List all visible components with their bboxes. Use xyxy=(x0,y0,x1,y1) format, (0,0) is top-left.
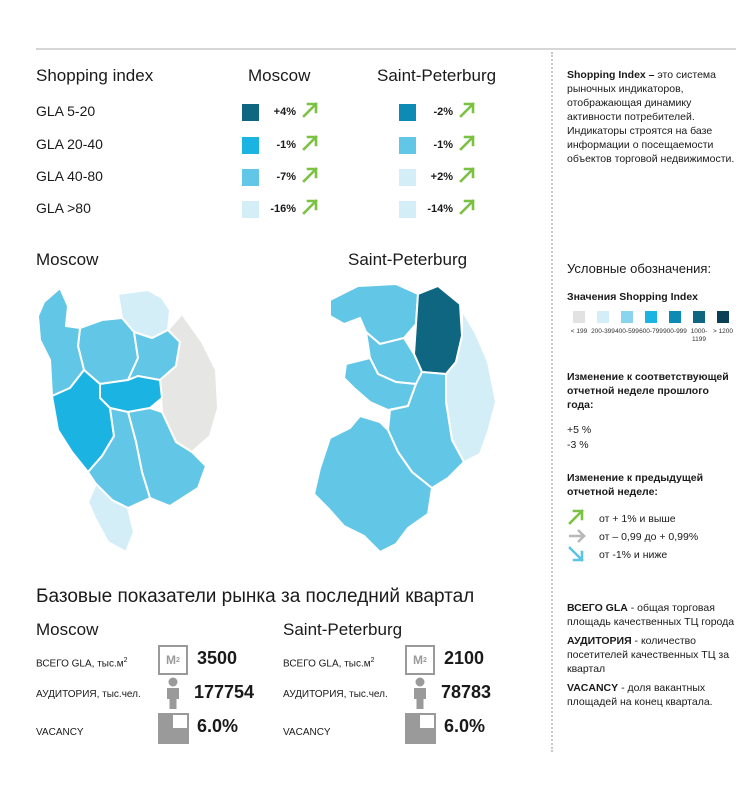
arrow-up-icon xyxy=(301,101,319,124)
spb-vacancy-value: 6.0% xyxy=(444,716,486,736)
moscow-map xyxy=(30,280,230,565)
spb-index-change: -14% xyxy=(427,203,453,215)
wow-item-up: от + 1% и выше xyxy=(599,513,676,525)
moscow-market-title: Moscow xyxy=(36,620,99,639)
moscow-gla-value: 3500 xyxy=(197,648,238,668)
index-row-label: GLA >80 xyxy=(36,200,91,216)
scale-label: 1000-1199 xyxy=(690,328,708,343)
moscow-index-change: +4% xyxy=(273,106,296,118)
area-m2-icon: M 2 xyxy=(158,645,188,675)
yoy-title: Изменение к соответствующей отчетной неделе прошлого года: xyxy=(567,371,729,411)
def-gla: ВСЕГО GLA - общая торговая площадь качественных ТЦ города xyxy=(567,602,735,628)
scale-label: > 1200 xyxy=(712,328,734,335)
column-spb: Saint-Peterburg xyxy=(377,66,497,85)
spb-index-swatch xyxy=(399,201,416,218)
market-section-title: Базовые показатели рынка за последний квартал xyxy=(36,586,475,607)
scale-swatch xyxy=(693,311,705,323)
scale-label: 600-799 xyxy=(639,328,663,335)
moscow-index-swatch xyxy=(242,104,259,121)
moscow-index-swatch xyxy=(242,201,259,218)
yoy-value-minus: -3 % xyxy=(567,439,589,451)
moscow-map-title: Moscow xyxy=(36,250,99,269)
wow-title: Изменение к предыдущей отчетной неделе: xyxy=(567,472,704,498)
person-icon xyxy=(164,677,182,709)
spb-index-swatch xyxy=(399,104,416,121)
shopping-index-title: Shopping index xyxy=(36,66,154,85)
moscow-index-change: -16% xyxy=(270,203,296,215)
spb-vacancy-label: VACANCY xyxy=(283,727,331,738)
spb-index-change: -2% xyxy=(433,106,453,118)
arrow-up-icon xyxy=(458,198,476,221)
arrow-up-icon xyxy=(301,166,319,189)
top-divider xyxy=(36,48,736,50)
arrow-up-icon xyxy=(458,101,476,124)
person-icon xyxy=(411,677,429,709)
index-row-label: GLA 40-80 xyxy=(36,168,103,184)
def-audience: АУДИТОРИЯ - количество посетителей качественных ТЦ за квартал xyxy=(567,635,730,675)
arrow-up-icon xyxy=(458,134,476,157)
wow-item-down: от -1% и ниже xyxy=(599,549,668,561)
arrow-right-icon xyxy=(567,528,587,544)
spb-index-swatch xyxy=(399,169,416,186)
vacancy-icon xyxy=(405,713,436,744)
spb-gla-value: 2100 xyxy=(444,648,485,668)
spb-district-northeast xyxy=(414,286,462,374)
arrow-up-icon xyxy=(301,134,319,157)
scale-label: 400-599 xyxy=(615,328,639,335)
def-vacancy: VACANCY - доля вакантных площадей на конец квартала. xyxy=(567,682,713,708)
spb-index-change: +2% xyxy=(430,171,453,183)
scale-title: Значения Shopping Index xyxy=(567,291,699,303)
spb-audience-label: АУДИТОРИЯ, тыс.чел. xyxy=(283,689,388,700)
spb-index-swatch xyxy=(399,137,416,154)
index-row-label: GLA 20-40 xyxy=(36,136,103,152)
scale-swatch xyxy=(597,311,609,323)
spb-market-title: Saint-Peterburg xyxy=(283,620,403,639)
scale-swatch xyxy=(717,311,729,323)
scale-swatch xyxy=(621,311,633,323)
arrow-up-icon xyxy=(567,508,585,526)
area-m2-icon: M 2 xyxy=(405,645,435,675)
sidebar-divider xyxy=(551,52,553,752)
moscow-gla-label: ВСЕГО GLA, $тыс.м^2$ xyxy=(36,657,128,670)
spb-map xyxy=(300,282,500,572)
scale-swatch xyxy=(573,311,585,323)
spb-map-title: Saint-Peterburg xyxy=(348,250,468,269)
index-row-label: GLA 5-20 xyxy=(36,103,96,119)
moscow-audience-label: АУДИТОРИЯ, тыс.чел. xyxy=(36,689,141,700)
moscow-index-swatch xyxy=(242,137,259,154)
spb-index-change: -1% xyxy=(433,139,453,151)
arrow-up-icon xyxy=(301,198,319,221)
arrow-down-icon xyxy=(567,545,585,563)
spb-audience-value: 78783 xyxy=(441,682,492,702)
moscow-index-change: -7% xyxy=(276,171,296,183)
wow-item-flat: от – 0,99 до + 0,99% xyxy=(599,531,699,543)
legend-title: Условные обозначения: xyxy=(567,261,712,276)
scale-label: < 199 xyxy=(570,328,588,335)
column-moscow: Moscow xyxy=(248,66,311,85)
moscow-vacancy-value: 6.0% xyxy=(197,716,239,736)
scale-swatch xyxy=(669,311,681,323)
scale-swatch xyxy=(645,311,657,323)
vacancy-icon xyxy=(158,713,189,744)
moscow-index-change: -1% xyxy=(276,139,296,151)
yoy-value-plus: +5 % xyxy=(567,424,592,436)
sidebar-intro: Shopping Index – это система рыночных индикаторов, отображающая динамику активности потребителей. Индикаторы строятся на базе информации о посещаемости объектов торговой недвижимости. xyxy=(567,69,735,165)
spb-district-north xyxy=(330,284,418,344)
spb-gla-label: ВСЕГО GLA, $тыс.м^2$ xyxy=(283,657,375,670)
moscow-vacancy-label: VACANCY xyxy=(36,727,84,738)
arrow-up-icon xyxy=(458,166,476,189)
scale-label: 200-399 xyxy=(591,328,615,335)
moscow-index-swatch xyxy=(242,169,259,186)
moscow-audience-value: 177754 xyxy=(194,682,255,702)
scale-label: 900-999 xyxy=(663,328,687,335)
